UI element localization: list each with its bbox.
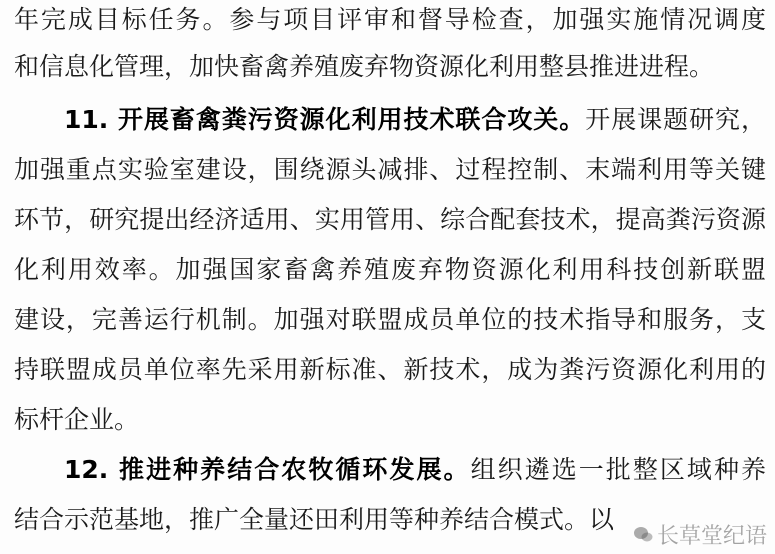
section-12-first-line — [64, 450, 766, 490]
section-11-line: 化利用效率。加强国家畜禽养殖废弃物资源化利用科技创新联盟 — [14, 255, 766, 284]
paragraph-line: 和信息化管理，加快畜禽养殖废弃物资源化利用整县推进进程。 — [14, 52, 715, 81]
section-12-heading: 12. 推进种养结合农牧循环发展。 — [64, 455, 471, 484]
section-11-heading: 11. 开展畜禽粪污资源化利用技术联合攻关。 — [64, 105, 586, 134]
watermark-text: 长草堂纪语 — [656, 524, 767, 549]
section-11-line: 建设，完善运行机制。加强对联盟成员单位的技术指导和服务，支 — [14, 305, 766, 334]
section-11-line: 加强重点实验室建设，围绕源头减排、过程控制、末端利用等关键 — [14, 155, 766, 184]
section-11-first-line-text: 开展课题研究， — [585, 105, 766, 134]
section-11-line: 持联盟成员单位率先采用新标准、新技术，成为粪污资源化利用的 — [14, 355, 766, 384]
paragraph-line: 年完成目标任务。参与项目评审和督导检查，加强实施情况调度 — [14, 5, 766, 34]
section-11-line: 环节，研究提出经济适用、实用管用、综合配套技术，提高粪污资源 — [14, 205, 766, 234]
watermark — [633, 519, 767, 550]
section-11-line: 标杆企业。 — [14, 405, 140, 434]
chat-bubble-icon — [633, 526, 653, 544]
section-11-first-line — [64, 100, 766, 140]
section-12-first-line-text: 组织遴选一批整区域种养 — [470, 455, 766, 484]
section-12-line: 结合示范基地，推广全量还田利用等种养结合模式。以 — [14, 505, 615, 534]
